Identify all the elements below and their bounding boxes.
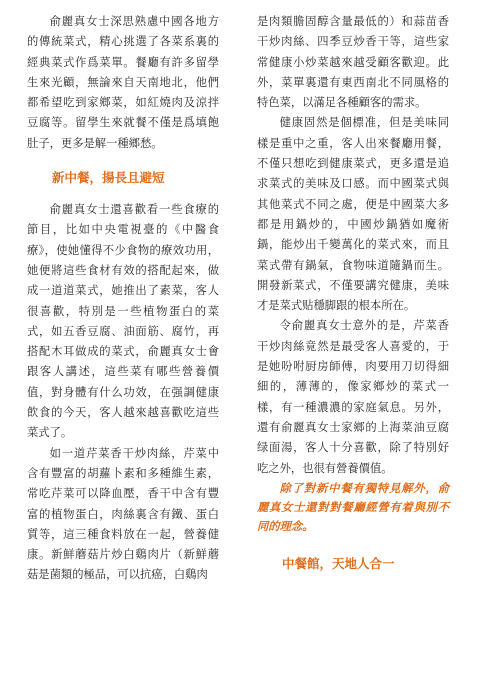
paragraph-taste-standard: 健康固然是個標准，但是美味同樣是重中之重，客人出來餐廳用餐，不僅只想吃到健康菜式，更多還是追求菜式的美味及口感。而中國菜式與其他菜式不同之處，便是中國菜大多都是用鍋炒的，中國炒鍋猶如魔術鍋，能炒出千變萬化的菜式來，而且菜式帶有鍋氣，食物味道隨鍋而生。開發新菜式，不僅要講究健康，美味才是菜式贴穩脚跟的根本所在。 xyxy=(257,116,449,313)
paragraph-celery-dish-continued: 是肉類膽固醇含量最低的）和蒜苗香干炒肉絲、四季豆炒香干等，這些家常健康小炒菜越來越受顧客歡迎。此外，菜單裏還有東西南北不同風格的特色菜，以滿足各種顧客的需求。 xyxy=(257,15,449,110)
paragraph-favorite-dish: 令俞麗真女士意外的是，芹菜香干炒肉絲竟然是最受客人喜愛的，于是她吩咐厨房師傅，肉要用刀切得細細的，薄薄的，像家鄉炒的菜式一樣，有一種濃濃的家庭氣息。另外，還有俞麗真女士家鄉的上海菜油豆腐绿面湯，客人十分喜歡，除了特別好吃之外，也很有營養價值。 xyxy=(257,319,449,475)
left-column xyxy=(27,12,219,586)
section-heading-new-chinese-food: 新中餐，揚長且避短 xyxy=(52,170,165,186)
section-heading-harmony: 中餐館，天地人合一 xyxy=(282,555,395,571)
pull-quote: 除了對新中餐有獨特見解外，俞麗真女士還對對餐廳經營有着與別不同的理念。 xyxy=(257,480,449,533)
paragraph-food-therapy: 俞麗真女士還喜歡看一些食療的節目，比如中央電視臺的《中醫食療》，使她懂得不少食物的療效功用，她便將這些食材有效的搭配起來，做成一道道菜式，她推出了素菜，客人很喜歡，特別是一些植物蛋白的菜式，如五香豆腐、油面筋、腐竹，再搭配木耳做成的菜式，俞麗真女士會跟客人講述，這些菜有哪些營養價值，對身體有什么功效，在强調健康飲食的今天，客人越來越喜歡吃這些菜式了。 xyxy=(27,203,219,440)
right-column xyxy=(257,12,449,574)
paragraph-celery-dish: 如一道芹菜香干炒肉絲，芹菜中含有豐富的胡蘿卜素和多種維生素，常吃芹菜可以降血壓，香干中含有豐富的植物蛋白，肉絲裏含有鐵、蛋白質等，這三種食料放在一起，營養健康。新鮮蘑菇片炒白鷄肉片（新鮮蘑菇是菌類的極品，可以抗癌，白鷄肉 xyxy=(27,446,219,582)
paragraph-menu-selection: 俞麗真女士深思熟慮中國各地方的傳統菜式，精心挑選了各菜系裏的經典菜式作爲菜單。餐廳有許多留學生來光顧，無論來自天南地北，他們都希望吃到家鄉菜，如紅燒肉及涼拌豆腐等。留學生來就餐不僅是爲填飽肚子，更多是解一種鄉愁。 xyxy=(27,15,219,150)
